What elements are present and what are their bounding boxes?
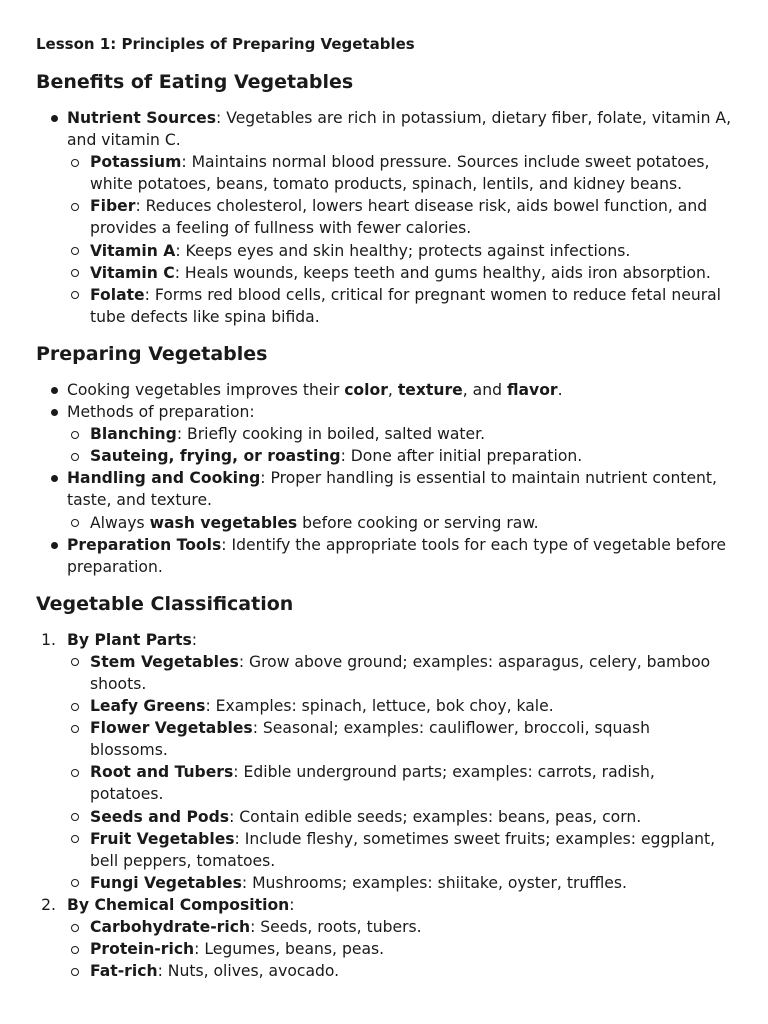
circle-bullet-icon [59, 262, 90, 284]
benefits-list [36, 107, 732, 328]
list-item-cooking [36, 379, 732, 401]
description: : Proper handling is essential to maintain nutrient content, taste, and texture. [67, 469, 718, 510]
term: Leafy Greens [90, 697, 206, 716]
list-item-fiber [36, 195, 732, 239]
list-item-folate [36, 284, 732, 328]
term: Carbohydrate-rich [90, 918, 251, 936]
bullet-icon [36, 401, 67, 423]
description: : Vegetables are rich in potassium, dietary fiber, folate, vitamin A, and vitamin C. [67, 109, 732, 150]
preparing-list [36, 379, 732, 578]
bullet-icon [36, 467, 67, 489]
list-item-fruit [36, 828, 732, 872]
term: Potassium [90, 153, 182, 172]
classification-list [36, 629, 732, 983]
list-item-vitamin-c [36, 262, 732, 284]
list-item-flower [36, 717, 732, 761]
circle-bullet-icon [59, 828, 90, 850]
circle-bullet-icon [59, 938, 90, 960]
description: : Examples: spinach, lettuce, bok choy, kale. [205, 697, 554, 716]
description: : Forms red blood cells, critical for pregnant women to reduce fetal neural tube defects like spina bifida. [90, 285, 721, 326]
list-item-root [36, 761, 732, 805]
heading-preparing: Preparing Vegetables [36, 342, 268, 365]
description: : Nuts, olives, avocado. [157, 962, 340, 981]
circle-bullet-icon [59, 960, 90, 982]
circle-bullet-icon [59, 806, 90, 828]
description: : Maintains normal blood pressure. Sources include sweet potatoes, white potatoes, beans, tomato products, spinach, lentils, and kidney beans. [90, 153, 710, 194]
list-item-nutrient-sources [36, 107, 732, 151]
term: Flower Vegetables [90, 719, 253, 738]
term: Vitamin A [90, 241, 176, 260]
term: Fiber [90, 197, 136, 216]
circle-bullet-icon [59, 651, 90, 673]
circle-bullet-icon [59, 695, 90, 717]
description: : Legumes, beans, peas. [194, 940, 385, 959]
term: Fungi Vegetables [90, 873, 242, 892]
term-texture: texture [397, 380, 463, 399]
term: Blanching [90, 425, 177, 444]
heading-classification: Vegetable Classification [36, 592, 294, 615]
list-item-fungi [36, 872, 732, 894]
list-item-handling [36, 467, 732, 511]
text: Methods of preparation: [67, 403, 255, 422]
description: : Keeps eyes and skin healthy; protects against infections. [175, 241, 631, 260]
circle-bullet-icon [59, 445, 90, 467]
circle-bullet-icon [59, 284, 90, 306]
term: Root and Tubers [90, 763, 234, 782]
description: : Mushrooms; examples: shiitake, oyster, truffles. [241, 873, 627, 892]
heading-benefits: Benefits of Eating Vegetables [36, 71, 354, 93]
list-item-fat [36, 960, 732, 982]
list-item-seeds [36, 806, 732, 828]
term: Seeds and Pods [90, 807, 230, 826]
description: : Contain edible seeds; examples: beans, peas, corn. [229, 807, 642, 826]
circle-bullet-icon [59, 872, 90, 894]
description: : Grow above ground; examples: asparagus, celery, bamboo shoots. [90, 652, 711, 693]
text: Cooking vegetables improves their [67, 380, 345, 399]
list-item-carbohydrate [36, 916, 732, 938]
text: . [557, 380, 563, 399]
term: Nutrient Sources [67, 109, 217, 127]
description: : Heals wounds, keeps teeth and gums healthy, aids iron absorption. [174, 263, 711, 282]
circle-bullet-icon [59, 512, 90, 534]
list-item-plant-parts [36, 629, 732, 651]
term: Preparation Tools [67, 535, 222, 554]
list-item-leafy [36, 695, 732, 717]
list-item-stem [36, 651, 732, 695]
term: Vitamin C [90, 263, 175, 282]
circle-bullet-icon [59, 916, 90, 938]
text: : [289, 895, 295, 914]
circle-bullet-icon [59, 195, 90, 217]
list-number: 2. [41, 895, 56, 914]
term: By Plant Parts [67, 630, 192, 649]
bullet-icon [36, 379, 67, 401]
circle-bullet-icon [59, 151, 90, 173]
term: Folate [90, 285, 145, 304]
list-item-blanching [36, 423, 732, 445]
description: : Identify the appropriate tools for each type of vegetable before preparation. [67, 535, 726, 576]
description: : Done after initial preparation. [340, 447, 583, 466]
term: Fat-rich [90, 962, 158, 981]
text: , and [462, 380, 507, 399]
list-item-vitamin-a [36, 240, 732, 262]
list-item-potassium [36, 151, 732, 195]
circle-bullet-icon [59, 240, 90, 262]
circle-bullet-icon [59, 423, 90, 445]
term: By Chemical Composition [67, 895, 290, 914]
list-item-sauteing [36, 445, 732, 467]
term-flavor: flavor [506, 380, 558, 399]
description: : Include fleshy, sometimes sweet fruits; examples: eggplant, bell peppers, tomatoes. [90, 829, 716, 870]
description: : Reduces cholesterol, lowers heart disease risk, aids bowel function, and provides a feeling of fullness with fewer calories. [90, 197, 708, 238]
description: : Seeds, roots, tubers. [250, 918, 422, 936]
list-item-tools [36, 534, 732, 578]
term: Protein-rich [90, 940, 195, 959]
bullet-icon [36, 107, 67, 129]
text: , [387, 380, 398, 399]
list-item-chemical [36, 894, 732, 916]
list-item-wash [36, 512, 732, 534]
term: wash vegetables [149, 513, 298, 532]
description: : Seasonal; examples: cauliflower, broccoli, squash blossoms. [90, 719, 651, 760]
term: Sauteing, frying, or roasting [90, 447, 341, 466]
circle-bullet-icon [59, 761, 90, 783]
text: Always [90, 513, 150, 532]
lesson-title: Lesson 1: Principles of Preparing Vegetables [36, 35, 415, 53]
circle-bullet-icon [59, 717, 90, 739]
description: : Edible underground parts; examples: carrots, radish, potatoes. [90, 763, 655, 804]
bullet-icon [36, 534, 67, 556]
term: Fruit Vegetables [90, 829, 235, 848]
list-item-protein [36, 938, 732, 960]
list-item-methods [36, 401, 732, 423]
term-color: color [344, 380, 388, 399]
text: : [191, 630, 197, 649]
list-number: 1. [41, 630, 56, 649]
term: Stem Vegetables [90, 652, 239, 671]
text: before cooking or serving raw. [297, 513, 539, 532]
term: Handling and Cooking [67, 469, 261, 488]
description: : Briefly cooking in boiled, salted water. [176, 425, 486, 444]
